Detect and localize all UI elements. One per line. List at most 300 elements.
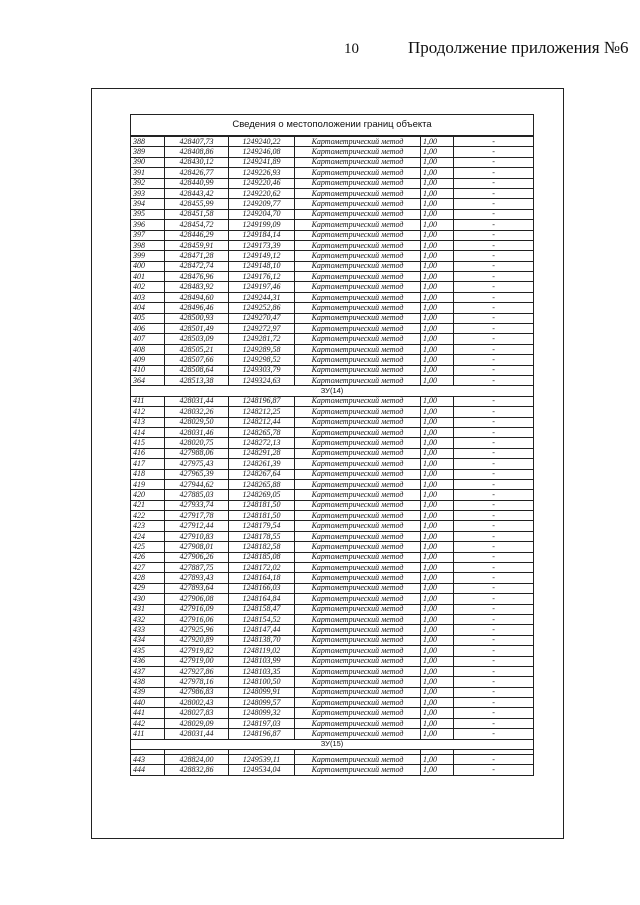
- extra-cell: -: [454, 230, 534, 240]
- method-cell: Картометрический метод: [295, 583, 421, 593]
- coordinates-table: [130, 114, 534, 776]
- accuracy-cell: 1,00: [421, 188, 454, 198]
- y-coordinate-cell: 1249534,04: [229, 765, 295, 775]
- y-coordinate-cell: 1248212,25: [229, 407, 295, 417]
- extra-cell: -: [454, 178, 534, 188]
- table-row: [131, 261, 534, 271]
- extra-cell: -: [454, 708, 534, 718]
- method-cell: Картометрический метод: [295, 375, 421, 385]
- y-coordinate-cell: 1248196,87: [229, 729, 295, 739]
- point-number-cell: 414: [131, 427, 165, 437]
- point-number-cell: 427: [131, 563, 165, 573]
- method-cell: Картометрический метод: [295, 531, 421, 541]
- method-cell: Картометрический метод: [295, 209, 421, 219]
- method-cell: Картометрический метод: [295, 334, 421, 344]
- accuracy-cell: 1,00: [421, 573, 454, 583]
- y-coordinate-cell: 1248197,03: [229, 718, 295, 728]
- method-cell: Картометрический метод: [295, 594, 421, 604]
- point-number-cell: 420: [131, 490, 165, 500]
- x-coordinate-cell: 427887,75: [165, 563, 229, 573]
- extra-cell: -: [454, 490, 534, 500]
- method-cell: Картометрический метод: [295, 698, 421, 708]
- y-coordinate-cell: 1248179,54: [229, 521, 295, 531]
- x-coordinate-cell: 428031,44: [165, 396, 229, 406]
- extra-cell: -: [454, 417, 534, 427]
- method-cell: Картометрический метод: [295, 500, 421, 510]
- accuracy-cell: 1,00: [421, 375, 454, 385]
- table-row: [131, 448, 534, 458]
- extra-cell: -: [454, 625, 534, 635]
- method-cell: Картометрический метод: [295, 614, 421, 624]
- y-coordinate-cell: 1249272,97: [229, 324, 295, 334]
- point-number-cell: 410: [131, 365, 165, 375]
- table-row: [131, 334, 534, 344]
- accuracy-cell: 1,00: [421, 718, 454, 728]
- y-coordinate-cell: 1248172,02: [229, 563, 295, 573]
- table-row: [131, 729, 534, 739]
- accuracy-cell: 1,00: [421, 334, 454, 344]
- method-cell: Картометрический метод: [295, 261, 421, 271]
- point-number-cell: 411: [131, 396, 165, 406]
- accuracy-cell: 1,00: [421, 563, 454, 573]
- accuracy-cell: 1,00: [421, 479, 454, 489]
- y-coordinate-cell: 1249209,77: [229, 199, 295, 209]
- table-row: [131, 407, 534, 417]
- method-cell: Картометрический метод: [295, 656, 421, 666]
- point-number-cell: 416: [131, 448, 165, 458]
- y-coordinate-cell: 1249289,58: [229, 344, 295, 354]
- y-coordinate-cell: 1248261,39: [229, 459, 295, 469]
- y-coordinate-cell: 1249197,46: [229, 282, 295, 292]
- method-cell: Картометрический метод: [295, 573, 421, 583]
- point-number-cell: 393: [131, 188, 165, 198]
- coordinates-table-wrap: [130, 114, 533, 776]
- point-number-cell: 423: [131, 521, 165, 531]
- point-number-cell: 425: [131, 542, 165, 552]
- table-body: [131, 136, 534, 775]
- extra-cell: -: [454, 199, 534, 209]
- method-cell: Картометрический метод: [295, 729, 421, 739]
- point-number-cell: 435: [131, 646, 165, 656]
- x-coordinate-cell: 427925,96: [165, 625, 229, 635]
- accuracy-cell: 1,00: [421, 303, 454, 313]
- x-coordinate-cell: 428503,09: [165, 334, 229, 344]
- table-row: [131, 459, 534, 469]
- extra-cell: -: [454, 604, 534, 614]
- x-coordinate-cell: 428454,72: [165, 220, 229, 230]
- table-row: [131, 511, 534, 521]
- point-number-cell: 402: [131, 282, 165, 292]
- y-coordinate-cell: 1248158,47: [229, 604, 295, 614]
- y-coordinate-cell: 1249298,52: [229, 355, 295, 365]
- x-coordinate-cell: 428500,93: [165, 313, 229, 323]
- point-number-cell: 395: [131, 209, 165, 219]
- accuracy-cell: 1,00: [421, 729, 454, 739]
- x-coordinate-cell: 428455,99: [165, 199, 229, 209]
- accuracy-cell: 1,00: [421, 666, 454, 676]
- point-number-cell: 433: [131, 625, 165, 635]
- x-coordinate-cell: 428443,42: [165, 188, 229, 198]
- table-row: [131, 375, 534, 385]
- x-coordinate-cell: 428020,75: [165, 438, 229, 448]
- point-number-cell: 411: [131, 729, 165, 739]
- extra-cell: -: [454, 521, 534, 531]
- accuracy-cell: 1,00: [421, 755, 454, 765]
- method-cell: Картометрический метод: [295, 635, 421, 645]
- y-coordinate-cell: 1249281,72: [229, 334, 295, 344]
- y-coordinate-cell: 1249240,22: [229, 136, 295, 147]
- y-coordinate-cell: 1248100,50: [229, 677, 295, 687]
- table-row: [131, 583, 534, 593]
- table-row: [131, 136, 534, 147]
- table-row: [131, 303, 534, 313]
- method-cell: Картометрический метод: [295, 765, 421, 775]
- method-cell: Картометрический метод: [295, 459, 421, 469]
- x-coordinate-cell: 428459,91: [165, 240, 229, 250]
- x-coordinate-cell: 427893,43: [165, 573, 229, 583]
- x-coordinate-cell: 428430,12: [165, 157, 229, 167]
- method-cell: Картометрический метод: [295, 427, 421, 437]
- table-row: [131, 417, 534, 427]
- section-label: ЗУ(15): [131, 739, 534, 749]
- extra-cell: -: [454, 500, 534, 510]
- accuracy-cell: 1,00: [421, 417, 454, 427]
- method-cell: Картометрический метод: [295, 303, 421, 313]
- extra-cell: -: [454, 583, 534, 593]
- accuracy-cell: 1,00: [421, 209, 454, 219]
- y-coordinate-cell: 1248265,88: [229, 479, 295, 489]
- page-number: 10: [344, 41, 359, 57]
- accuracy-cell: 1,00: [421, 396, 454, 406]
- y-coordinate-cell: 1248265,78: [229, 427, 295, 437]
- table-row: [131, 718, 534, 728]
- method-cell: Картометрический метод: [295, 708, 421, 718]
- accuracy-cell: 1,00: [421, 220, 454, 230]
- x-coordinate-cell: 427986,83: [165, 687, 229, 697]
- accuracy-cell: 1,00: [421, 614, 454, 624]
- table-row: [131, 272, 534, 282]
- y-coordinate-cell: 1249148,10: [229, 261, 295, 271]
- extra-cell: -: [454, 365, 534, 375]
- table-row: [131, 500, 534, 510]
- table-row: [131, 542, 534, 552]
- extra-cell: -: [454, 656, 534, 666]
- y-coordinate-cell: 1248099,91: [229, 687, 295, 697]
- point-number-cell: 407: [131, 334, 165, 344]
- method-cell: Картометрический метод: [295, 552, 421, 562]
- point-number-cell: 434: [131, 635, 165, 645]
- method-cell: Картометрический метод: [295, 313, 421, 323]
- table-row: [131, 490, 534, 500]
- table-row: [131, 199, 534, 209]
- point-number-cell: 400: [131, 261, 165, 271]
- x-coordinate-cell: 428451,58: [165, 209, 229, 219]
- x-coordinate-cell: 427917,78: [165, 511, 229, 521]
- x-coordinate-cell: 427944,62: [165, 479, 229, 489]
- point-number-cell: 439: [131, 687, 165, 697]
- accuracy-cell: 1,00: [421, 272, 454, 282]
- accuracy-cell: 1,00: [421, 251, 454, 261]
- extra-cell: -: [454, 438, 534, 448]
- accuracy-cell: 1,00: [421, 625, 454, 635]
- extra-cell: -: [454, 334, 534, 344]
- table-row: [131, 469, 534, 479]
- table-row: [131, 755, 534, 765]
- extra-cell: -: [454, 168, 534, 178]
- point-number-cell: 364: [131, 375, 165, 385]
- y-coordinate-cell: 1248164,18: [229, 573, 295, 583]
- point-number-cell: 437: [131, 666, 165, 676]
- accuracy-cell: 1,00: [421, 136, 454, 147]
- accuracy-cell: 1,00: [421, 448, 454, 458]
- method-cell: Картометрический метод: [295, 365, 421, 375]
- x-coordinate-cell: 428002,43: [165, 698, 229, 708]
- y-coordinate-cell: 1248291,28: [229, 448, 295, 458]
- extra-cell: -: [454, 479, 534, 489]
- point-number-cell: 428: [131, 573, 165, 583]
- accuracy-cell: 1,00: [421, 407, 454, 417]
- extra-cell: -: [454, 635, 534, 645]
- accuracy-cell: 1,00: [421, 521, 454, 531]
- y-coordinate-cell: 1249226,93: [229, 168, 295, 178]
- table-row: [131, 324, 534, 334]
- y-coordinate-cell: 1248182,58: [229, 542, 295, 552]
- extra-cell: -: [454, 375, 534, 385]
- method-cell: Картометрический метод: [295, 292, 421, 302]
- table-row: [131, 666, 534, 676]
- extra-cell: -: [454, 261, 534, 271]
- point-number-cell: 401: [131, 272, 165, 282]
- extra-cell: -: [454, 220, 534, 230]
- point-number-cell: 443: [131, 755, 165, 765]
- x-coordinate-cell: 427893,64: [165, 583, 229, 593]
- point-number-cell: 404: [131, 303, 165, 313]
- x-coordinate-cell: 428407,73: [165, 136, 229, 147]
- table-row: [131, 220, 534, 230]
- accuracy-cell: 1,00: [421, 635, 454, 645]
- accuracy-cell: 1,00: [421, 583, 454, 593]
- extra-cell: -: [454, 459, 534, 469]
- method-cell: Картометрический метод: [295, 479, 421, 489]
- x-coordinate-cell: 427978,16: [165, 677, 229, 687]
- accuracy-cell: 1,00: [421, 313, 454, 323]
- y-coordinate-cell: 1249246,08: [229, 147, 295, 157]
- extra-cell: -: [454, 157, 534, 167]
- table-row: [131, 698, 534, 708]
- method-cell: Картометрический метод: [295, 563, 421, 573]
- extra-cell: -: [454, 573, 534, 583]
- x-coordinate-cell: 427916,09: [165, 604, 229, 614]
- x-coordinate-cell: 427927,86: [165, 666, 229, 676]
- point-number-cell: 419: [131, 479, 165, 489]
- point-number-cell: 426: [131, 552, 165, 562]
- table-row: [131, 230, 534, 240]
- point-number-cell: 432: [131, 614, 165, 624]
- point-number-cell: 438: [131, 677, 165, 687]
- accuracy-cell: 1,00: [421, 542, 454, 552]
- table-row: [131, 251, 534, 261]
- point-number-cell: 403: [131, 292, 165, 302]
- table-row: [131, 687, 534, 697]
- method-cell: Картометрический метод: [295, 324, 421, 334]
- table-row: [131, 552, 534, 562]
- extra-cell: -: [454, 552, 534, 562]
- y-coordinate-cell: 1249149,12: [229, 251, 295, 261]
- y-coordinate-cell: 1248269,05: [229, 490, 295, 500]
- extra-cell: -: [454, 755, 534, 765]
- accuracy-cell: 1,00: [421, 511, 454, 521]
- accuracy-cell: 1,00: [421, 157, 454, 167]
- extra-cell: -: [454, 646, 534, 656]
- extra-cell: -: [454, 188, 534, 198]
- accuracy-cell: 1,00: [421, 282, 454, 292]
- method-cell: Картометрический метод: [295, 521, 421, 531]
- method-cell: Картометрический метод: [295, 448, 421, 458]
- method-cell: Картометрический метод: [295, 355, 421, 365]
- y-coordinate-cell: 1249204,70: [229, 209, 295, 219]
- x-coordinate-cell: 427910,83: [165, 531, 229, 541]
- method-cell: Картометрический метод: [295, 677, 421, 687]
- point-number-cell: 418: [131, 469, 165, 479]
- table-row: [131, 168, 534, 178]
- x-coordinate-cell: 428496,46: [165, 303, 229, 313]
- accuracy-cell: 1,00: [421, 552, 454, 562]
- table-row: [131, 604, 534, 614]
- extra-cell: -: [454, 313, 534, 323]
- x-coordinate-cell: 428476,96: [165, 272, 229, 282]
- table-row: [131, 178, 534, 188]
- point-number-cell: 417: [131, 459, 165, 469]
- x-coordinate-cell: 428832,86: [165, 765, 229, 775]
- method-cell: Картометрический метод: [295, 168, 421, 178]
- method-cell: Картометрический метод: [295, 178, 421, 188]
- extra-cell: -: [454, 687, 534, 697]
- extra-cell: -: [454, 666, 534, 676]
- method-cell: Картометрический метод: [295, 407, 421, 417]
- method-cell: Картометрический метод: [295, 199, 421, 209]
- y-coordinate-cell: 1248181,50: [229, 500, 295, 510]
- y-coordinate-cell: 1248099,32: [229, 708, 295, 718]
- point-number-cell: 409: [131, 355, 165, 365]
- table-row: [131, 240, 534, 250]
- method-cell: Картометрический метод: [295, 272, 421, 282]
- point-number-cell: 391: [131, 168, 165, 178]
- accuracy-cell: 1,00: [421, 427, 454, 437]
- table-row: [131, 438, 534, 448]
- accuracy-cell: 1,00: [421, 230, 454, 240]
- y-coordinate-cell: 1249539,11: [229, 755, 295, 765]
- y-coordinate-cell: 1249241,89: [229, 157, 295, 167]
- extra-cell: -: [454, 209, 534, 219]
- extra-cell: -: [454, 469, 534, 479]
- extra-cell: -: [454, 594, 534, 604]
- y-coordinate-cell: 1248119,02: [229, 646, 295, 656]
- extra-cell: -: [454, 292, 534, 302]
- table-row: [131, 292, 534, 302]
- extra-cell: -: [454, 240, 534, 250]
- accuracy-cell: 1,00: [421, 147, 454, 157]
- point-number-cell: 442: [131, 718, 165, 728]
- table-title: Сведения о местоположении границ объекта: [131, 115, 534, 137]
- method-cell: Картометрический метод: [295, 469, 421, 479]
- x-coordinate-cell: 428408,86: [165, 147, 229, 157]
- extra-cell: -: [454, 147, 534, 157]
- table-row: [131, 344, 534, 354]
- y-coordinate-cell: 1249303,79: [229, 365, 295, 375]
- method-cell: Картометрический метод: [295, 646, 421, 656]
- accuracy-cell: 1,00: [421, 708, 454, 718]
- accuracy-cell: 1,00: [421, 324, 454, 334]
- y-coordinate-cell: 1248267,64: [229, 469, 295, 479]
- method-cell: Картометрический метод: [295, 251, 421, 261]
- accuracy-cell: 1,00: [421, 594, 454, 604]
- x-coordinate-cell: 428472,74: [165, 261, 229, 271]
- x-coordinate-cell: 428031,46: [165, 427, 229, 437]
- table-row: [131, 765, 534, 775]
- accuracy-cell: 1,00: [421, 490, 454, 500]
- point-number-cell: 430: [131, 594, 165, 604]
- x-coordinate-cell: 428471,28: [165, 251, 229, 261]
- method-cell: Картометрический метод: [295, 344, 421, 354]
- point-number-cell: 406: [131, 324, 165, 334]
- method-cell: Картометрический метод: [295, 157, 421, 167]
- method-cell: Картометрический метод: [295, 755, 421, 765]
- point-number-cell: 441: [131, 708, 165, 718]
- point-number-cell: 436: [131, 656, 165, 666]
- y-coordinate-cell: 1248103,35: [229, 666, 295, 676]
- table-row: [131, 479, 534, 489]
- x-coordinate-cell: 428027,83: [165, 708, 229, 718]
- accuracy-cell: 1,00: [421, 500, 454, 510]
- method-cell: Картометрический метод: [295, 438, 421, 448]
- extra-cell: -: [454, 396, 534, 406]
- point-number-cell: 389: [131, 147, 165, 157]
- y-coordinate-cell: 1249220,46: [229, 178, 295, 188]
- table-row: [131, 614, 534, 624]
- y-coordinate-cell: 1248099,57: [229, 698, 295, 708]
- point-number-cell: 421: [131, 500, 165, 510]
- x-coordinate-cell: 427919,82: [165, 646, 229, 656]
- y-coordinate-cell: 1248103,99: [229, 656, 295, 666]
- table-row: [131, 677, 534, 687]
- method-cell: Картометрический метод: [295, 417, 421, 427]
- accuracy-cell: 1,00: [421, 604, 454, 614]
- extra-cell: -: [454, 282, 534, 292]
- x-coordinate-cell: 427965,39: [165, 469, 229, 479]
- point-number-cell: 398: [131, 240, 165, 250]
- method-cell: Картометрический метод: [295, 490, 421, 500]
- y-coordinate-cell: 1249176,12: [229, 272, 295, 282]
- method-cell: Картометрический метод: [295, 718, 421, 728]
- extra-cell: -: [454, 427, 534, 437]
- x-coordinate-cell: 428494,60: [165, 292, 229, 302]
- accuracy-cell: 1,00: [421, 240, 454, 250]
- table-row: [131, 708, 534, 718]
- method-cell: Картометрический метод: [295, 604, 421, 614]
- table-row: [131, 573, 534, 583]
- extra-cell: -: [454, 407, 534, 417]
- x-coordinate-cell: 427988,06: [165, 448, 229, 458]
- page-heading: Продолжение приложения №6: [408, 38, 629, 57]
- extra-cell: -: [454, 511, 534, 521]
- extra-cell: -: [454, 448, 534, 458]
- extra-cell: -: [454, 542, 534, 552]
- method-cell: Картометрический метод: [295, 147, 421, 157]
- table-row: [131, 209, 534, 219]
- extra-cell: -: [454, 531, 534, 541]
- accuracy-cell: 1,00: [421, 469, 454, 479]
- method-cell: Картометрический метод: [295, 240, 421, 250]
